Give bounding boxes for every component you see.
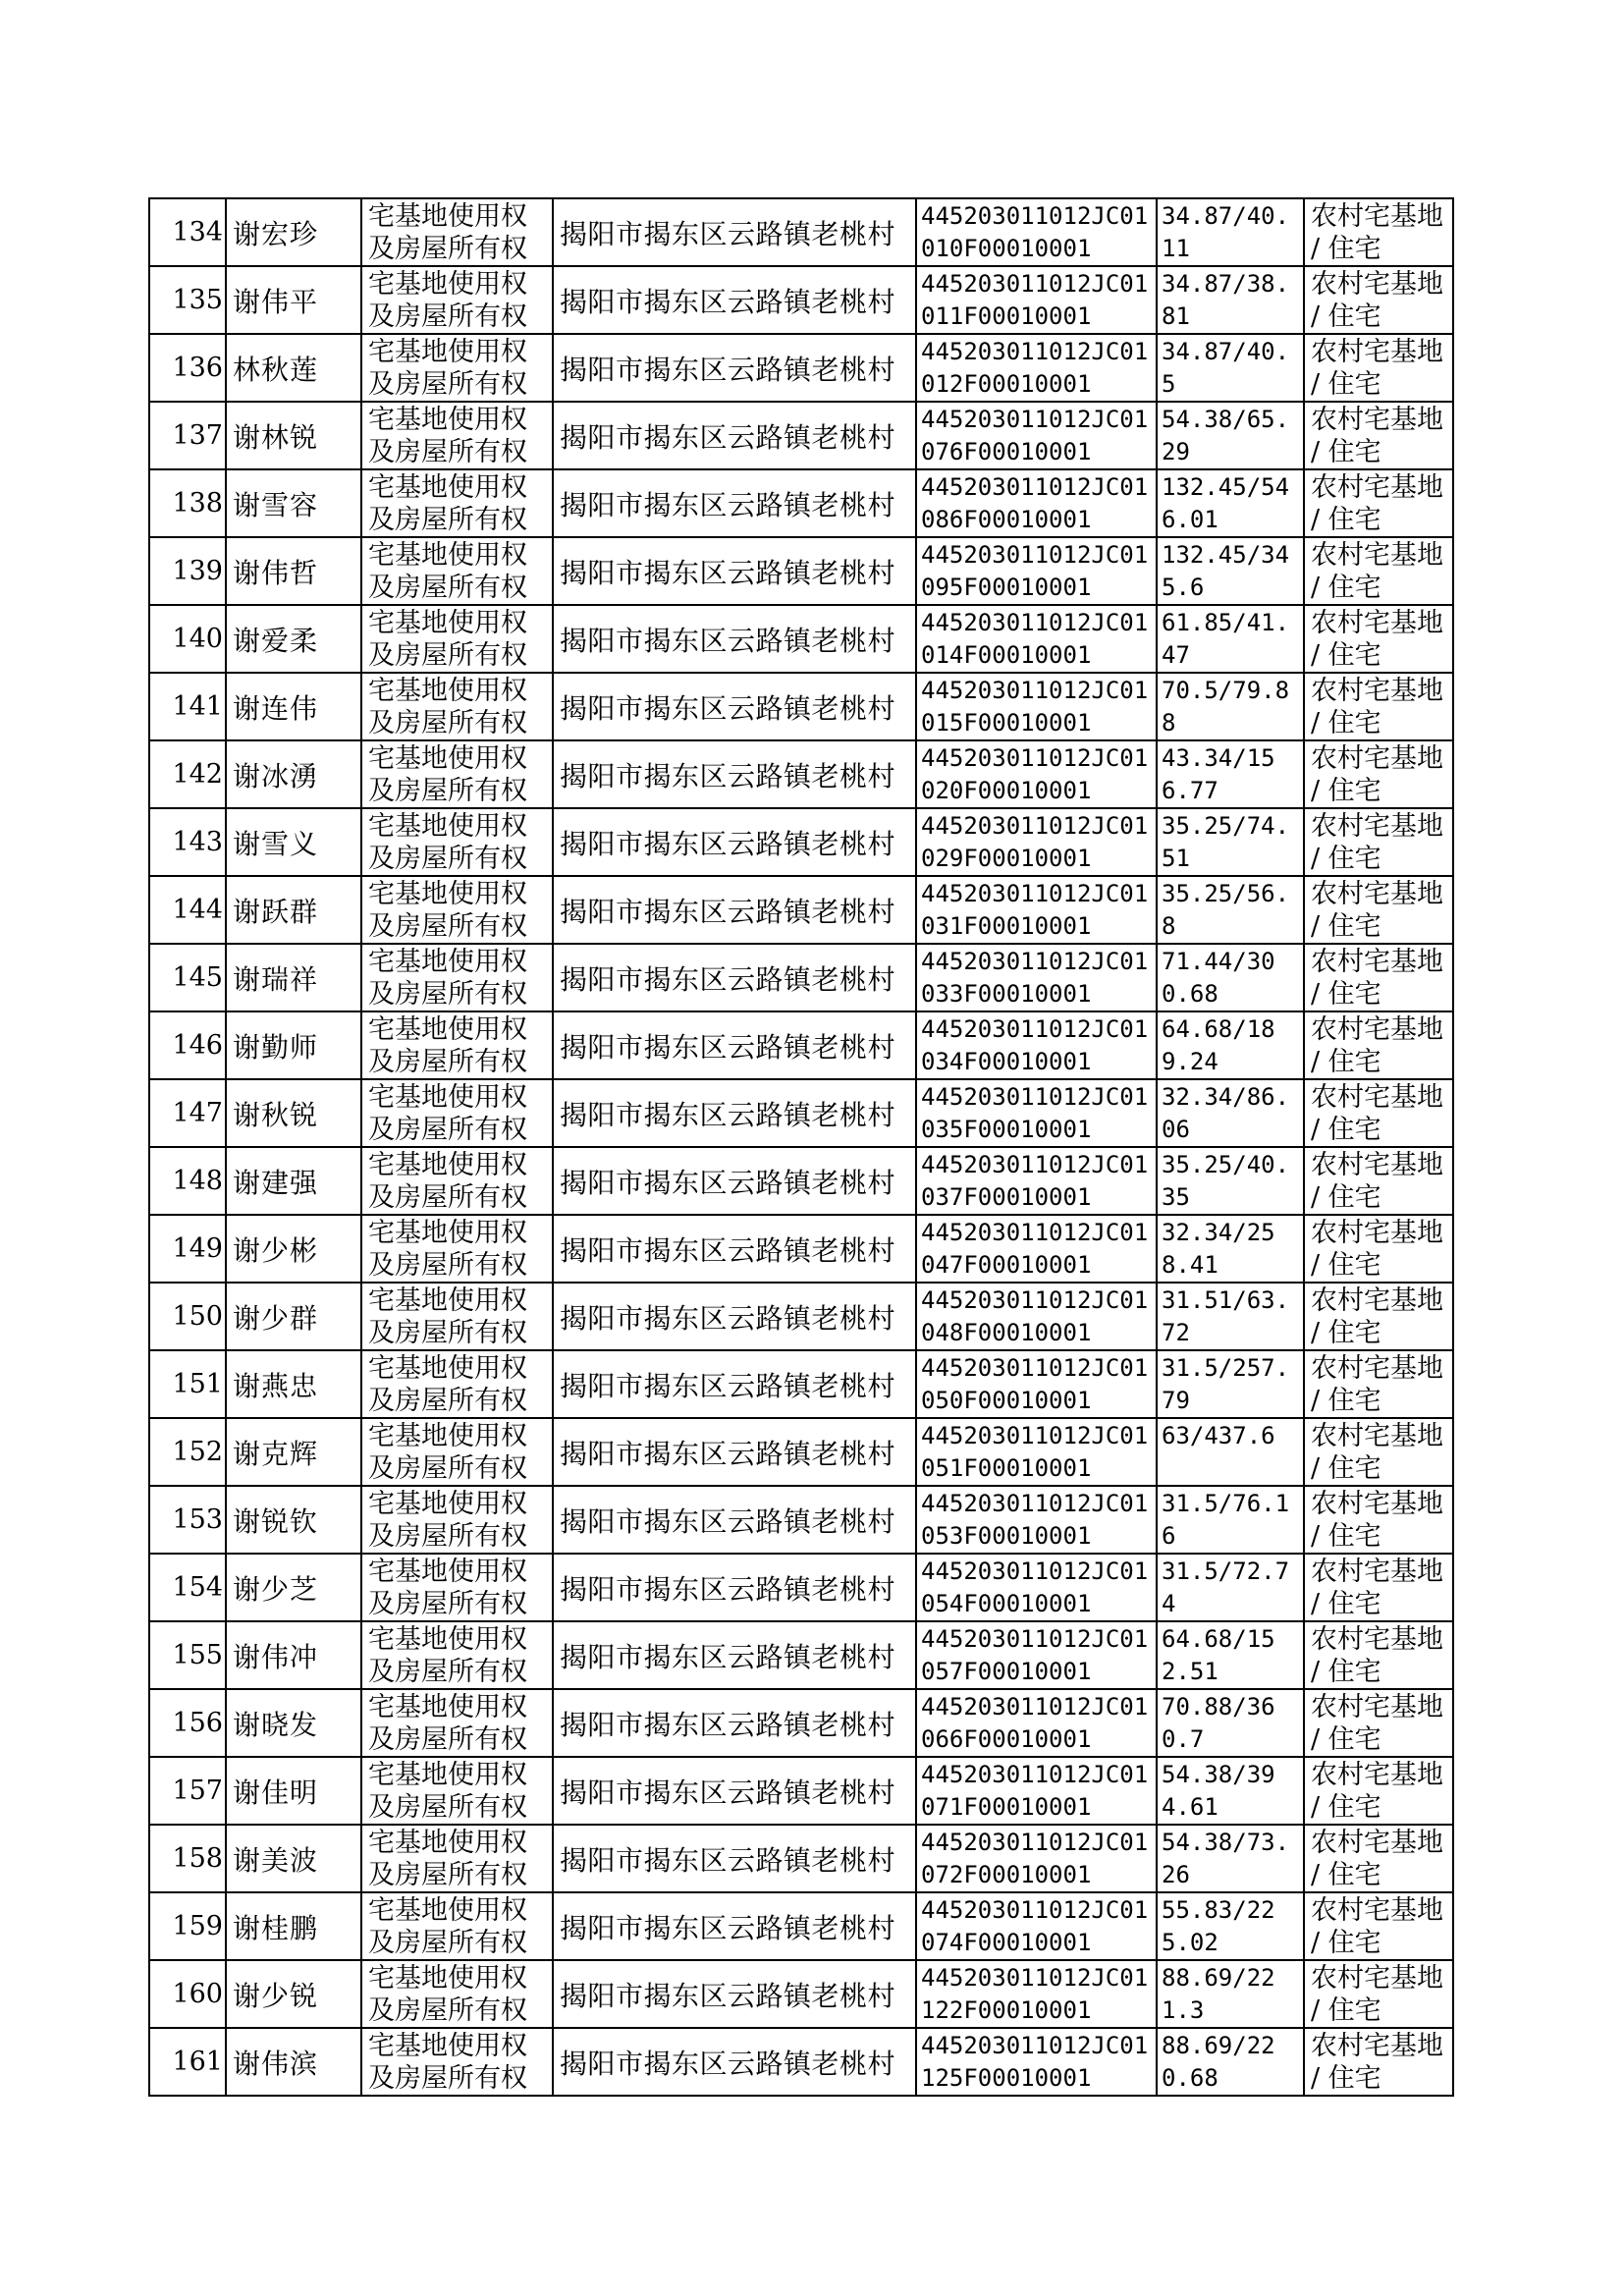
property-location: 揭阳市揭东区云路镇老桃村 [553, 876, 916, 944]
owner-name: 谢少彬 [226, 1215, 361, 1283]
area-value: 35.25/74.51 [1157, 808, 1304, 876]
property-location: 揭阳市揭东区云路镇老桃村 [553, 1418, 916, 1486]
area-value: 31.5/257.79 [1157, 1350, 1304, 1418]
right-type: 宅基地使用权及房屋所有权 [361, 1689, 553, 1757]
certificate-number: 445203011012JC01034F00010001 [916, 1011, 1157, 1079]
right-type: 宅基地使用权及房屋所有权 [361, 1621, 553, 1689]
area-value: 132.45/546.01 [1157, 469, 1304, 537]
row-number: 160 [149, 1960, 226, 2028]
area-value: 35.25/56.8 [1157, 876, 1304, 944]
row-number: 156 [149, 1689, 226, 1757]
area-value: 34.87/38.81 [1157, 266, 1304, 334]
table-row [149, 1554, 1453, 1621]
area-value: 71.44/300.68 [1157, 944, 1304, 1011]
owner-name: 谢少锐 [226, 1960, 361, 2028]
table-row [149, 1011, 1453, 1079]
area-value: 64.68/152.51 [1157, 1621, 1304, 1689]
area-value: 34.87/40.11 [1157, 198, 1304, 266]
table-row [149, 876, 1453, 944]
area-value: 54.38/73.26 [1157, 1825, 1304, 1892]
property-location: 揭阳市揭东区云路镇老桃村 [553, 402, 916, 469]
table-row [149, 740, 1453, 808]
owner-name: 谢伟滨 [226, 2028, 361, 2096]
right-type: 宅基地使用权及房屋所有权 [361, 1486, 553, 1554]
row-number: 159 [149, 1892, 226, 1960]
table-row [149, 198, 1453, 266]
land-use: 农村宅基地 / 住宅 [1304, 537, 1453, 605]
property-location: 揭阳市揭东区云路镇老桃村 [553, 740, 916, 808]
area-value: 32.34/258.41 [1157, 1215, 1304, 1283]
certificate-number: 445203011012JC01031F00010001 [916, 876, 1157, 944]
area-value: 64.68/189.24 [1157, 1011, 1304, 1079]
certificate-number: 445203011012JC01050F00010001 [916, 1350, 1157, 1418]
row-number: 135 [149, 266, 226, 334]
certificate-number: 445203011012JC01020F00010001 [916, 740, 1157, 808]
table-row [149, 537, 1453, 605]
certificate-number: 445203011012JC01072F00010001 [916, 1825, 1157, 1892]
right-type: 宅基地使用权及房屋所有权 [361, 1215, 553, 1283]
row-number: 152 [149, 1418, 226, 1486]
right-type: 宅基地使用权及房屋所有权 [361, 402, 553, 469]
table-row [149, 1486, 1453, 1554]
right-type: 宅基地使用权及房屋所有权 [361, 537, 553, 605]
property-location: 揭阳市揭东区云路镇老桃村 [553, 334, 916, 402]
land-use: 农村宅基地 / 住宅 [1304, 469, 1453, 537]
row-number: 150 [149, 1283, 226, 1350]
right-type: 宅基地使用权及房屋所有权 [361, 1147, 553, 1215]
land-use: 农村宅基地 / 住宅 [1304, 1960, 1453, 2028]
owner-name: 谢伟平 [226, 266, 361, 334]
property-location: 揭阳市揭东区云路镇老桃村 [553, 1147, 916, 1215]
table-row [149, 2028, 1453, 2096]
owner-name: 谢瑞祥 [226, 944, 361, 1011]
owner-name: 谢勤师 [226, 1011, 361, 1079]
right-type: 宅基地使用权及房屋所有权 [361, 1825, 553, 1892]
owner-name: 谢伟冲 [226, 1621, 361, 1689]
right-type: 宅基地使用权及房屋所有权 [361, 266, 553, 334]
row-number: 145 [149, 944, 226, 1011]
property-location: 揭阳市揭东区云路镇老桃村 [553, 673, 916, 740]
land-use: 农村宅基地 / 住宅 [1304, 876, 1453, 944]
right-type: 宅基地使用权及房屋所有权 [361, 1011, 553, 1079]
owner-name: 林秋莲 [226, 334, 361, 402]
area-value: 88.69/220.68 [1157, 2028, 1304, 2096]
area-value: 88.69/221.3 [1157, 1960, 1304, 2028]
right-type: 宅基地使用权及房屋所有权 [361, 740, 553, 808]
row-number: 139 [149, 537, 226, 605]
area-value: 70.88/360.7 [1157, 1689, 1304, 1757]
land-use: 农村宅基地 / 住宅 [1304, 1147, 1453, 1215]
property-location: 揭阳市揭东区云路镇老桃村 [553, 198, 916, 266]
right-type: 宅基地使用权及房屋所有权 [361, 1960, 553, 2028]
area-value: 43.34/156.77 [1157, 740, 1304, 808]
area-value: 61.85/41.47 [1157, 605, 1304, 673]
certificate-number: 445203011012JC01095F00010001 [916, 537, 1157, 605]
certificate-number: 445203011012JC01051F00010001 [916, 1418, 1157, 1486]
land-use: 农村宅基地 / 住宅 [1304, 1689, 1453, 1757]
property-location: 揭阳市揭东区云路镇老桃村 [553, 1554, 916, 1621]
land-use: 农村宅基地 / 住宅 [1304, 334, 1453, 402]
right-type: 宅基地使用权及房屋所有权 [361, 944, 553, 1011]
property-location: 揭阳市揭东区云路镇老桃村 [553, 1757, 916, 1825]
certificate-number: 445203011012JC01057F00010001 [916, 1621, 1157, 1689]
row-number: 143 [149, 808, 226, 876]
property-location: 揭阳市揭东区云路镇老桃村 [553, 469, 916, 537]
right-type: 宅基地使用权及房屋所有权 [361, 198, 553, 266]
property-location: 揭阳市揭东区云路镇老桃村 [553, 1621, 916, 1689]
table-row [149, 808, 1453, 876]
owner-name: 谢连伟 [226, 673, 361, 740]
row-number: 153 [149, 1486, 226, 1554]
property-location: 揭阳市揭东区云路镇老桃村 [553, 1011, 916, 1079]
property-location: 揭阳市揭东区云路镇老桃村 [553, 808, 916, 876]
row-number: 161 [149, 2028, 226, 2096]
land-use: 农村宅基地 / 住宅 [1304, 1892, 1453, 1960]
right-type: 宅基地使用权及房屋所有权 [361, 1418, 553, 1486]
land-use: 农村宅基地 / 住宅 [1304, 944, 1453, 1011]
certificate-number: 445203011012JC01048F00010001 [916, 1283, 1157, 1350]
certificate-number: 445203011012JC01076F00010001 [916, 402, 1157, 469]
certificate-number: 445203011012JC01029F00010001 [916, 808, 1157, 876]
property-location: 揭阳市揭东区云路镇老桃村 [553, 537, 916, 605]
property-location: 揭阳市揭东区云路镇老桃村 [553, 1350, 916, 1418]
owner-name: 谢锐钦 [226, 1486, 361, 1554]
table-row [149, 1621, 1453, 1689]
property-location: 揭阳市揭东区云路镇老桃村 [553, 1283, 916, 1350]
land-use: 农村宅基地 / 住宅 [1304, 605, 1453, 673]
certificate-number: 445203011012JC01033F00010001 [916, 944, 1157, 1011]
property-location: 揭阳市揭东区云路镇老桃村 [553, 1892, 916, 1960]
certificate-number: 445203011012JC01035F00010001 [916, 1079, 1157, 1147]
row-number: 157 [149, 1757, 226, 1825]
table-row [149, 469, 1453, 537]
row-number: 151 [149, 1350, 226, 1418]
table-row [149, 1825, 1453, 1892]
land-use: 农村宅基地 / 住宅 [1304, 266, 1453, 334]
owner-name: 谢晓发 [226, 1689, 361, 1757]
land-use: 农村宅基地 / 住宅 [1304, 1079, 1453, 1147]
owner-name: 谢少芝 [226, 1554, 361, 1621]
owner-name: 谢少群 [226, 1283, 361, 1350]
certificate-number: 445203011012JC01037F00010001 [916, 1147, 1157, 1215]
property-location: 揭阳市揭东区云路镇老桃村 [553, 605, 916, 673]
land-use: 农村宅基地 / 住宅 [1304, 1621, 1453, 1689]
owner-name: 谢雪义 [226, 808, 361, 876]
right-type: 宅基地使用权及房屋所有权 [361, 1757, 553, 1825]
table-row [149, 1079, 1453, 1147]
property-location: 揭阳市揭东区云路镇老桃村 [553, 1486, 916, 1554]
row-number: 138 [149, 469, 226, 537]
land-use: 农村宅基地 / 住宅 [1304, 808, 1453, 876]
owner-name: 谢佳明 [226, 1757, 361, 1825]
right-type: 宅基地使用权及房屋所有权 [361, 808, 553, 876]
right-type: 宅基地使用权及房屋所有权 [361, 469, 553, 537]
right-type: 宅基地使用权及房屋所有权 [361, 1079, 553, 1147]
land-use: 农村宅基地 / 住宅 [1304, 1283, 1453, 1350]
right-type: 宅基地使用权及房屋所有权 [361, 1283, 553, 1350]
area-value: 32.34/86.06 [1157, 1079, 1304, 1147]
land-use: 农村宅基地 / 住宅 [1304, 740, 1453, 808]
table-row [149, 1757, 1453, 1825]
property-location: 揭阳市揭东区云路镇老桃村 [553, 1960, 916, 2028]
area-value: 54.38/394.61 [1157, 1757, 1304, 1825]
registry-table [148, 197, 1454, 2097]
owner-name: 谢爱柔 [226, 605, 361, 673]
property-location: 揭阳市揭东区云路镇老桃村 [553, 1079, 916, 1147]
land-use: 农村宅基地 / 住宅 [1304, 1554, 1453, 1621]
row-number: 141 [149, 673, 226, 740]
area-value: 70.5/79.88 [1157, 673, 1304, 740]
certificate-number: 445203011012JC01074F00010001 [916, 1892, 1157, 1960]
row-number: 147 [149, 1079, 226, 1147]
owner-name: 谢桂鹏 [226, 1892, 361, 1960]
table-row [149, 1283, 1453, 1350]
owner-name: 谢林锐 [226, 402, 361, 469]
property-location: 揭阳市揭东区云路镇老桃村 [553, 2028, 916, 2096]
owner-name: 谢美波 [226, 1825, 361, 1892]
property-location: 揭阳市揭东区云路镇老桃村 [553, 1825, 916, 1892]
right-type: 宅基地使用权及房屋所有权 [361, 334, 553, 402]
land-use: 农村宅基地 / 住宅 [1304, 402, 1453, 469]
certificate-number: 445203011012JC01015F00010001 [916, 673, 1157, 740]
table-row [149, 1960, 1453, 2028]
certificate-number: 445203011012JC01010F00010001 [916, 198, 1157, 266]
certificate-number: 445203011012JC01014F00010001 [916, 605, 1157, 673]
land-use: 农村宅基地 / 住宅 [1304, 198, 1453, 266]
area-value: 35.25/40.35 [1157, 1147, 1304, 1215]
table-row [149, 1689, 1453, 1757]
row-number: 140 [149, 605, 226, 673]
certificate-number: 445203011012JC01071F00010001 [916, 1757, 1157, 1825]
area-value: 54.38/65.29 [1157, 402, 1304, 469]
area-value: 31.5/76.16 [1157, 1486, 1304, 1554]
land-use: 农村宅基地 / 住宅 [1304, 1011, 1453, 1079]
certificate-number: 445203011012JC01012F00010001 [916, 334, 1157, 402]
right-type: 宅基地使用权及房屋所有权 [361, 1892, 553, 1960]
certificate-number: 445203011012JC01122F00010001 [916, 1960, 1157, 2028]
certificate-number: 445203011012JC01066F00010001 [916, 1689, 1157, 1757]
row-number: 149 [149, 1215, 226, 1283]
right-type: 宅基地使用权及房屋所有权 [361, 1554, 553, 1621]
row-number: 158 [149, 1825, 226, 1892]
table-row [149, 1215, 1453, 1283]
certificate-number: 445203011012JC01053F00010001 [916, 1486, 1157, 1554]
row-number: 134 [149, 198, 226, 266]
certificate-number: 445203011012JC01047F00010001 [916, 1215, 1157, 1283]
table-row [149, 1892, 1453, 1960]
table-row [149, 1350, 1453, 1418]
land-use: 农村宅基地 / 住宅 [1304, 1350, 1453, 1418]
row-number: 144 [149, 876, 226, 944]
table-row [149, 944, 1453, 1011]
row-number: 155 [149, 1621, 226, 1689]
row-number: 142 [149, 740, 226, 808]
table-row [149, 266, 1453, 334]
owner-name: 谢跃群 [226, 876, 361, 944]
owner-name: 谢雪容 [226, 469, 361, 537]
owner-name: 谢伟哲 [226, 537, 361, 605]
land-use: 农村宅基地 / 住宅 [1304, 673, 1453, 740]
land-use: 农村宅基地 / 住宅 [1304, 2028, 1453, 2096]
certificate-number: 445203011012JC01011F00010001 [916, 266, 1157, 334]
property-location: 揭阳市揭东区云路镇老桃村 [553, 1215, 916, 1283]
right-type: 宅基地使用权及房屋所有权 [361, 673, 553, 740]
certificate-number: 445203011012JC01125F00010001 [916, 2028, 1157, 2096]
table-row [149, 605, 1453, 673]
right-type: 宅基地使用权及房屋所有权 [361, 876, 553, 944]
land-use: 农村宅基地 / 住宅 [1304, 1215, 1453, 1283]
row-number: 137 [149, 402, 226, 469]
owner-name: 谢宏珍 [226, 198, 361, 266]
table-body [149, 198, 1453, 2096]
area-value: 31.51/63.72 [1157, 1283, 1304, 1350]
land-use: 农村宅基地 / 住宅 [1304, 1418, 1453, 1486]
table-row [149, 334, 1453, 402]
owner-name: 谢克辉 [226, 1418, 361, 1486]
table-row [149, 673, 1453, 740]
owner-name: 谢燕忠 [226, 1350, 361, 1418]
row-number: 148 [149, 1147, 226, 1215]
owner-name: 谢秋锐 [226, 1079, 361, 1147]
table-row [149, 402, 1453, 469]
right-type: 宅基地使用权及房屋所有权 [361, 1350, 553, 1418]
row-number: 146 [149, 1011, 226, 1079]
area-value: 55.83/225.02 [1157, 1892, 1304, 1960]
property-location: 揭阳市揭东区云路镇老桃村 [553, 1689, 916, 1757]
area-value: 63/437.6 [1157, 1418, 1304, 1486]
area-value: 34.87/40.5 [1157, 334, 1304, 402]
land-use: 农村宅基地 / 住宅 [1304, 1486, 1453, 1554]
right-type: 宅基地使用权及房屋所有权 [361, 605, 553, 673]
land-use: 农村宅基地 / 住宅 [1304, 1757, 1453, 1825]
owner-name: 谢冰湧 [226, 740, 361, 808]
property-location: 揭阳市揭东区云路镇老桃村 [553, 944, 916, 1011]
row-number: 136 [149, 334, 226, 402]
owner-name: 谢建强 [226, 1147, 361, 1215]
certificate-number: 445203011012JC01086F00010001 [916, 469, 1157, 537]
area-value: 132.45/345.6 [1157, 537, 1304, 605]
certificate-number: 445203011012JC01054F00010001 [916, 1554, 1157, 1621]
area-value: 31.5/72.74 [1157, 1554, 1304, 1621]
right-type: 宅基地使用权及房屋所有权 [361, 2028, 553, 2096]
row-number: 154 [149, 1554, 226, 1621]
table-row [149, 1418, 1453, 1486]
land-use: 农村宅基地 / 住宅 [1304, 1825, 1453, 1892]
table-row [149, 1147, 1453, 1215]
property-location: 揭阳市揭东区云路镇老桃村 [553, 266, 916, 334]
